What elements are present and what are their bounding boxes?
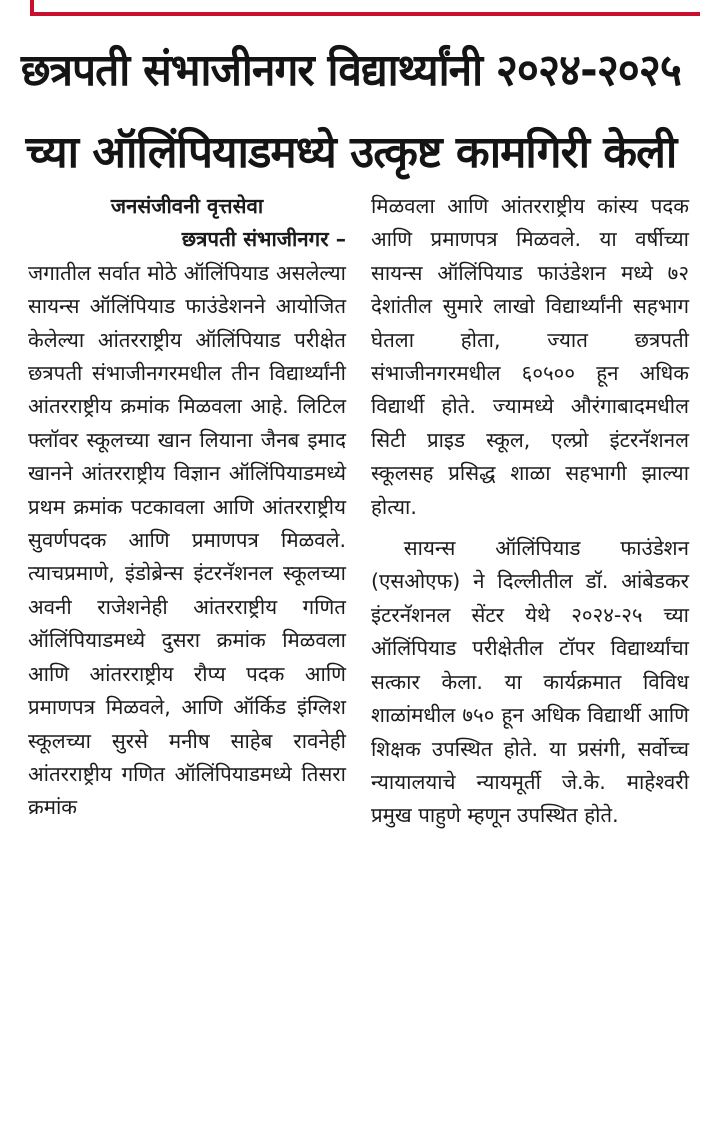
byline: जनसंजीवनी वृत्तसेवा: [110, 194, 264, 218]
headline-line-1: छत्रपती संभाजीनगर विद्यार्थ्यांनी २०२४-२०२५: [20, 45, 681, 96]
article-paragraph-right-1: मिळवला आणि आंतरराष्ट्रीय कांस्य पदक आणि प्रमाणपत्र मिळवले. या वर्षीच्या सायन्स ऑलिंपियाड फाउंडेशन मध्ये ७२ देशांतील सुमारे लाखो विद्यार्थ्यांनी सहभाग घेतला होता, ज्यात छत्रपती संभाजीनगरमधील ६०५०० हून अधिक विद्यार्थी होते. ज्यामध्ये औरंगाबादमधील सिटी प्राइड स्कूल, एल्प्रो इंटरनॅशनल स्कूलसह प्रसिद्ध शाळा सहभागी झाल्या होत्या.: [371, 194, 689, 519]
article-column-left: [28, 190, 346, 825]
article-paragraph-right-2: सायन्स ऑलिंपियाड फाउंडेशन (एसओएफ) ने दिल्लीतील डॉ. आंबेडकर इंटरनॅशनल सेंटर येथे २०२४-२५ च्या ऑलिंपियाड परीक्षेतील टॉपर विद्यार्थ्यांचा सत्कार केला. या कार्यक्रमात विविध शाळांमधील ७५० हून अधिक विद्यार्थी आणि शिक्षक उपस्थित होते. या प्रसंगी, सर्वोच्च न्यायालयाचे न्यायमूर्ती जे.के. माहेश्वरी प्रमुख पाहुणे म्हणून उपस्थित होते.: [371, 536, 689, 828]
dateline: छत्रपती संभाजीनगर –: [181, 227, 346, 252]
article-column-right: [371, 190, 689, 833]
headline-line-2: च्या ऑलिंपियाडमध्ये उत्कृष्ट कामगिरी केली: [25, 127, 677, 178]
header-frame-border: [30, 0, 700, 16]
article-paragraph-left: जगातील सर्वात मोठे ऑलिंपियाड असलेल्या सायन्स ऑलिंपियाड फाउंडेशनने आयोजित केलेल्या आंतरराष्ट्रीय ऑलिंपियाड परीक्षेत छत्रपती संभाजीनगरमधील तीन विद्यार्थ्यांनी आंतरराष्ट्रीय क्रमांक मिळवला आहे. लिटिल फ्लॉवर स्कूलच्या खान लियाना जैनब इमाद खानने आंतरराष्ट्रीय विज्ञान ऑलिंपियाडमध्ये प्रथम क्रमांक पटकावला आणि आंतरराष्ट्रीय सुवर्णपदक आणि प्रमाणपत्र मिळवले. त्याचप्रमाणे, इंडोब्रेन्स इंटरनॅशनल स्कूलच्या अवनी राजेशनेही आंतरराष्ट्रीय गणित ऑलिंपियाडमध्ये दुसरा क्रमांक मिळवला आणि आंतरराष्ट्रीय रौप्य पदक आणि प्रमाणपत्र मिळवले, आणि ऑर्किड इंग्लिश स्कूलच्या सुरसे मनीष साहेब रावनेही आंतरराष्ट्रीय गणित ऑलिंपियाडमध्ये तिसरा क्रमांक: [28, 260, 346, 820]
